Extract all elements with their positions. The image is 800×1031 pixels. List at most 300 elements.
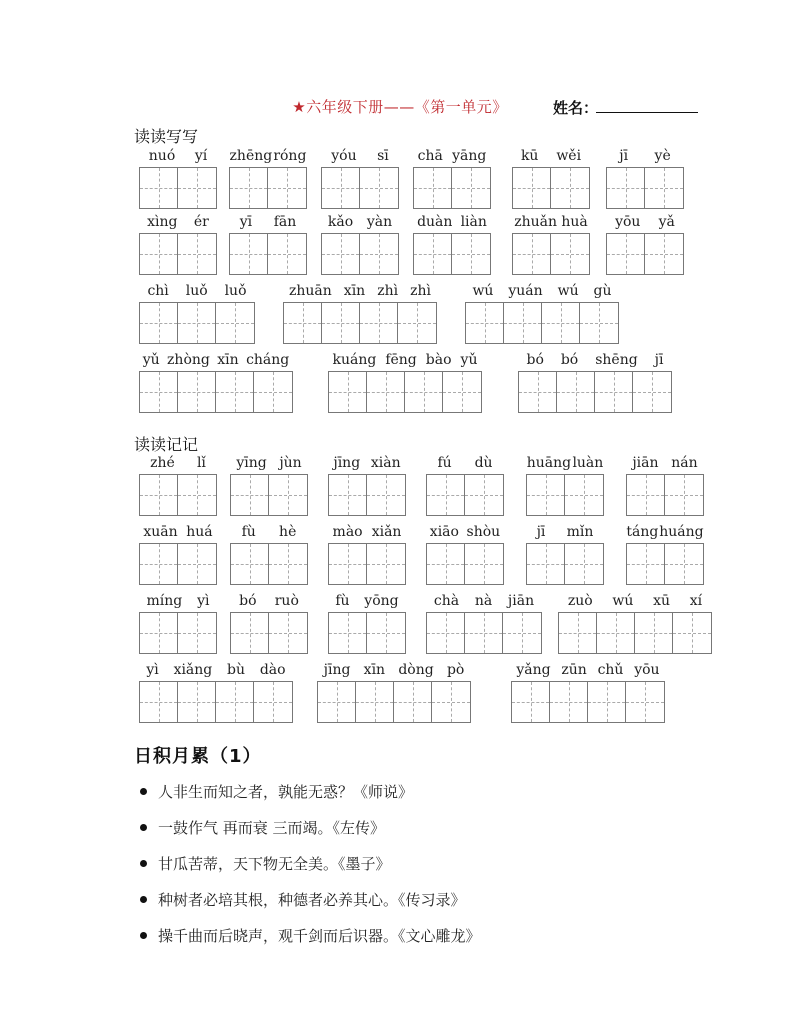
writing-grid: [321, 233, 399, 275]
pinyin-syllable: xīn: [363, 662, 386, 678]
word-item: [606, 214, 684, 275]
tianzige-cell[interactable]: [231, 475, 269, 515]
pinyin-syllable: jùn: [279, 455, 302, 471]
pinyin-label: [526, 455, 604, 474]
pinyin-syllable: yīng: [236, 455, 267, 471]
tianzige-cell[interactable]: [466, 303, 504, 343]
quote-text: 种树者必培其根，种德者必养其心。《传习录》: [158, 891, 466, 909]
pinyin-syllable: zhuān: [289, 283, 332, 299]
pinyin-syllable: yǎng: [516, 662, 551, 678]
pinyin-syllable: yóu: [331, 148, 357, 164]
word-item: [229, 148, 307, 209]
tianzige-cell[interactable]: [230, 168, 268, 208]
tianzige-cell[interactable]: [268, 168, 306, 208]
writing-grid: [606, 233, 684, 275]
word-item: [518, 352, 672, 413]
tianzige-cell[interactable]: [394, 682, 432, 722]
pinyin-label: [606, 214, 684, 233]
pinyin-label: [230, 593, 308, 612]
pinyin-syllable: yǎ: [658, 214, 675, 230]
pinyin-label: [139, 524, 217, 543]
word-item: [626, 524, 704, 585]
pinyin-syllable: zhì: [410, 283, 431, 299]
word-item: [512, 214, 590, 275]
pinyin-label: [139, 455, 217, 474]
word-item: [283, 283, 437, 344]
word-item: [139, 214, 217, 275]
word-item: [426, 524, 504, 585]
tianzige-cell[interactable]: [427, 475, 465, 515]
pinyin-syllable: wú: [612, 593, 634, 609]
pinyin-label: [413, 214, 491, 233]
tianzige-cell[interactable]: [178, 475, 216, 515]
word-item: [321, 148, 399, 209]
pinyin-syllable: mào: [332, 524, 363, 540]
pinyin-syllable: yǔ: [460, 352, 478, 368]
tianzige-cell[interactable]: [329, 475, 367, 515]
pinyin-syllable: bó: [560, 352, 579, 368]
pinyin-syllable: jīng: [323, 662, 351, 678]
tianzige-cell[interactable]: [322, 168, 360, 208]
tianzige-cell[interactable]: [432, 682, 470, 722]
pinyin-syllable: huāng: [526, 455, 572, 471]
tianzige-cell[interactable]: [322, 303, 360, 343]
tianzige-cell[interactable]: [398, 303, 436, 343]
tianzige-cell[interactable]: [268, 234, 306, 274]
word-item: [626, 455, 704, 516]
pinyin-syllable: yǔ: [142, 352, 160, 368]
word-item: [511, 662, 665, 723]
pinyin-syllable: yì: [197, 593, 210, 609]
tianzige-cell[interactable]: [588, 682, 626, 722]
pinyin-syllable: duàn: [417, 214, 453, 230]
pinyin-syllable: liàn: [460, 214, 487, 230]
tianzige-cell[interactable]: [254, 372, 292, 412]
tianzige-cell[interactable]: [597, 613, 635, 653]
word-item: [321, 214, 399, 275]
tianzige-cell[interactable]: [465, 544, 503, 584]
pinyin-syllable: xīn: [343, 283, 366, 299]
pinyin-syllable: ér: [193, 214, 209, 230]
pinyin-label: [139, 593, 217, 612]
writing-grid: [230, 474, 308, 516]
tianzige-cell[interactable]: [140, 613, 178, 653]
bullet-icon: [140, 860, 147, 867]
pinyin-syllable: zhēng: [229, 148, 273, 164]
tianzige-cell[interactable]: [140, 372, 178, 412]
tianzige-cell[interactable]: [231, 544, 269, 584]
pinyin-syllable: hè: [279, 524, 297, 540]
pinyin-syllable: bào: [425, 352, 452, 368]
writing-grid: [512, 233, 590, 275]
pinyin-label: [139, 662, 293, 681]
tianzige-cell[interactable]: [550, 682, 588, 722]
pinyin-syllable: míng: [146, 593, 183, 609]
tianzige-cell[interactable]: [551, 234, 589, 274]
writing-grid: [426, 474, 504, 516]
pinyin-syllable: bó: [526, 352, 544, 368]
pinyin-label: [328, 524, 406, 543]
pinyin-syllable: jiān: [632, 455, 659, 471]
writing-grid: [321, 167, 399, 209]
tianzige-cell[interactable]: [607, 234, 645, 274]
pinyin-syllable: táng: [626, 524, 659, 540]
tianzige-cell[interactable]: [329, 613, 367, 653]
pinyin-syllable: yí: [194, 148, 208, 164]
pinyin-label: [229, 148, 307, 167]
bullet-icon: [140, 932, 147, 939]
tianzige-cell[interactable]: [367, 475, 405, 515]
tianzige-cell[interactable]: [513, 168, 551, 208]
tianzige-cell[interactable]: [140, 475, 178, 515]
writing-grid: [139, 371, 293, 413]
pinyin-syllable: yōu: [634, 662, 660, 678]
tianzige-cell[interactable]: [178, 303, 216, 343]
pinyin-syllable: dù: [474, 455, 493, 471]
writing-grid: [328, 543, 406, 585]
word-item: [230, 455, 308, 516]
word-item: [139, 593, 217, 654]
pinyin-label: [512, 214, 590, 233]
tianzige-cell[interactable]: [414, 234, 452, 274]
tianzige-cell[interactable]: [140, 168, 178, 208]
word-item: [230, 524, 308, 585]
pinyin-syllable: xiǎn: [371, 524, 402, 540]
tianzige-cell[interactable]: [427, 613, 465, 653]
pinyin-label: [626, 524, 704, 543]
writing-grid: [518, 371, 672, 413]
pinyin-syllable: jīng: [333, 455, 361, 471]
pinyin-label: [139, 352, 293, 371]
pinyin-syllable: kuáng: [332, 352, 377, 368]
pinyin-label: [230, 524, 308, 543]
tianzige-cell[interactable]: [633, 372, 671, 412]
word-item: [230, 593, 308, 654]
tianzige-cell[interactable]: [465, 475, 503, 515]
tianzige-cell[interactable]: [322, 234, 360, 274]
tianzige-cell[interactable]: [565, 544, 603, 584]
pinyin-syllable: ruò: [274, 593, 299, 609]
word-item: [512, 148, 590, 209]
tianzige-cell[interactable]: [595, 372, 633, 412]
tianzige-cell[interactable]: [216, 682, 254, 722]
writing-grid: [139, 167, 217, 209]
tianzige-cell[interactable]: [665, 475, 703, 515]
section-title-read-remember: 读读记记: [134, 435, 199, 454]
pinyin-syllable: xiāo: [429, 524, 459, 540]
pinyin-label: [626, 455, 704, 474]
pinyin-label: [328, 352, 482, 371]
word-item: [606, 148, 684, 209]
quote-item: [140, 782, 481, 818]
tianzige-cell[interactable]: [559, 613, 597, 653]
tianzige-cell[interactable]: [178, 372, 216, 412]
word-item: [413, 148, 491, 209]
pinyin-label: [283, 283, 437, 302]
tianzige-cell[interactable]: [284, 303, 322, 343]
pinyin-syllable: shòu: [466, 524, 501, 540]
word-item: [426, 593, 542, 654]
pinyin-syllable: lǐ: [196, 455, 206, 471]
pinyin-label: [328, 593, 406, 612]
pinyin-label: [413, 148, 491, 167]
bullet-icon: [140, 788, 147, 795]
tianzige-cell[interactable]: [519, 372, 557, 412]
tianzige-cell[interactable]: [557, 372, 595, 412]
word-item: [413, 214, 491, 275]
quote-text: 人非生而知之者，孰能无惑？《师说》: [158, 783, 414, 801]
pinyin-syllable: pò: [446, 662, 465, 678]
tianzige-cell[interactable]: [665, 544, 703, 584]
pinyin-label: [526, 524, 604, 543]
pinyin-syllable: wěi: [556, 148, 582, 164]
tianzige-cell[interactable]: [269, 475, 307, 515]
tianzige-cell[interactable]: [216, 303, 254, 343]
tianzige-cell[interactable]: [627, 544, 665, 584]
pinyin-syllable: wú: [472, 283, 494, 299]
pinyin-syllable: cháng: [246, 352, 290, 368]
pinyin-syllable: chì: [147, 283, 169, 299]
word-item: [426, 455, 504, 516]
pinyin-label: [317, 662, 471, 681]
tianzige-cell[interactable]: [673, 613, 711, 653]
writing-grid: [139, 302, 255, 344]
quote-text: 甘瓜苦蒂，天下物无全美。《墨子》: [158, 855, 391, 873]
pinyin-syllable: jī: [619, 148, 629, 164]
writing-grid: [229, 167, 307, 209]
pinyin-syllable: zhuǎn: [514, 214, 557, 230]
tianzige-cell[interactable]: [178, 544, 216, 584]
pinyin-syllable: fān: [273, 214, 297, 230]
tianzige-cell[interactable]: [178, 613, 216, 653]
quote-list: [140, 782, 481, 962]
writing-grid: [558, 612, 712, 654]
pinyin-syllable: zuò: [567, 593, 593, 609]
tianzige-cell[interactable]: [542, 303, 580, 343]
quote-item: [140, 890, 481, 926]
pinyin-syllable: bù: [227, 662, 246, 678]
writing-grid: [139, 543, 217, 585]
tianzige-cell[interactable]: [513, 234, 551, 274]
tianzige-cell[interactable]: [178, 168, 216, 208]
tianzige-cell[interactable]: [565, 475, 603, 515]
tianzige-cell[interactable]: [140, 544, 178, 584]
word-item: [139, 283, 255, 344]
tianzige-cell[interactable]: [414, 168, 452, 208]
pinyin-label: [511, 662, 665, 681]
pinyin-syllable: dào: [259, 662, 286, 678]
word-item: [317, 662, 471, 723]
writing-grid: [317, 681, 471, 723]
tianzige-cell[interactable]: [360, 168, 398, 208]
pinyin-label: [328, 455, 406, 474]
tianzige-cell[interactable]: [356, 682, 394, 722]
pinyin-syllable: zhé: [150, 455, 175, 471]
tianzige-cell[interactable]: [452, 168, 490, 208]
tianzige-cell[interactable]: [607, 168, 645, 208]
writing-grid: [626, 474, 704, 516]
writing-grid: [328, 612, 406, 654]
tianzige-cell[interactable]: [329, 544, 367, 584]
pinyin-syllable: yāng: [452, 148, 487, 164]
pinyin-syllable: chǔ: [597, 662, 624, 678]
pinyin-syllable: bó: [239, 593, 257, 609]
name-label: 姓名：: [553, 99, 599, 117]
tianzige-cell[interactable]: [527, 475, 565, 515]
pinyin-syllable: yàn: [366, 214, 393, 230]
name-blank-line[interactable]: [596, 112, 698, 113]
pinyin-syllable: yì: [146, 662, 159, 678]
quote-item: [140, 818, 481, 854]
tianzige-cell[interactable]: [367, 544, 405, 584]
tianzige-cell[interactable]: [645, 168, 683, 208]
pinyin-syllable: xìng: [147, 214, 178, 230]
word-item: [558, 593, 712, 654]
word-item: [328, 524, 406, 585]
pinyin-syllable: luàn: [572, 455, 604, 471]
tianzige-cell[interactable]: [318, 682, 356, 722]
pinyin-label: [321, 214, 399, 233]
word-item: [139, 662, 293, 723]
pinyin-syllable: fù: [335, 593, 350, 609]
pinyin-syllable: huáng: [659, 524, 704, 540]
quote-text: 一鼓作气 再而衰 三而竭。《左传》: [158, 819, 386, 837]
tianzige-cell[interactable]: [140, 303, 178, 343]
pinyin-syllable: nuó: [148, 148, 176, 164]
tianzige-cell[interactable]: [367, 372, 405, 412]
pinyin-label: [518, 352, 672, 371]
pinyin-syllable: xuān: [143, 524, 178, 540]
quote-item: [140, 854, 481, 890]
writing-grid: [139, 474, 217, 516]
tianzige-cell[interactable]: [367, 613, 405, 653]
pinyin-syllable: jī: [536, 524, 546, 540]
pinyin-syllable: xí: [689, 593, 703, 609]
pinyin-syllable: mǐn: [566, 524, 594, 540]
pinyin-syllable: gù: [593, 283, 612, 299]
writing-grid: [526, 543, 604, 585]
tianzige-cell[interactable]: [269, 544, 307, 584]
tianzige-cell[interactable]: [504, 303, 542, 343]
pinyin-label: [229, 214, 307, 233]
tianzige-cell[interactable]: [360, 303, 398, 343]
pinyin-label: [558, 593, 712, 612]
writing-grid: [328, 371, 482, 413]
pinyin-syllable: dòng: [398, 662, 434, 678]
pinyin-syllable: kū: [520, 148, 539, 164]
pinyin-label: [426, 455, 504, 474]
tianzige-cell[interactable]: [443, 372, 481, 412]
pinyin-syllable: luǒ: [185, 283, 208, 299]
tianzige-cell[interactable]: [452, 234, 490, 274]
pinyin-syllable: zhòng: [167, 352, 210, 368]
writing-grid: [283, 302, 437, 344]
pinyin-syllable: jī: [654, 352, 664, 368]
pinyin-syllable: zūn: [561, 662, 587, 678]
tianzige-cell[interactable]: [580, 303, 618, 343]
writing-grid: [426, 612, 542, 654]
tianzige-cell[interactable]: [427, 544, 465, 584]
writing-grid: [606, 167, 684, 209]
pinyin-syllable: yī: [239, 214, 253, 230]
quote-item: [140, 926, 481, 962]
tianzige-cell[interactable]: [329, 372, 367, 412]
tianzige-cell[interactable]: [231, 613, 269, 653]
pinyin-syllable: sī: [377, 148, 389, 164]
tianzige-cell[interactable]: [645, 234, 683, 274]
tianzige-cell[interactable]: [405, 372, 443, 412]
tianzige-cell[interactable]: [178, 682, 216, 722]
pinyin-syllable: xū: [653, 593, 671, 609]
writing-grid: [512, 167, 590, 209]
pinyin-syllable: jiān: [507, 593, 535, 609]
pinyin-syllable: yōng: [364, 593, 399, 609]
tianzige-cell[interactable]: [360, 234, 398, 274]
writing-grid: [426, 543, 504, 585]
writing-grid: [626, 543, 704, 585]
writing-grid: [230, 612, 308, 654]
tianzige-cell[interactable]: [512, 682, 550, 722]
tianzige-cell[interactable]: [527, 544, 565, 584]
pinyin-label: [512, 148, 590, 167]
tianzige-cell[interactable]: [140, 234, 178, 274]
tianzige-cell[interactable]: [635, 613, 673, 653]
writing-grid: [413, 233, 491, 275]
tianzige-cell[interactable]: [626, 682, 664, 722]
tianzige-cell[interactable]: [140, 682, 178, 722]
tianzige-cell[interactable]: [269, 613, 307, 653]
pinyin-syllable: yuán: [508, 283, 543, 299]
tianzige-cell[interactable]: [465, 613, 503, 653]
word-item: [139, 148, 217, 209]
word-item: [328, 455, 406, 516]
tianzige-cell[interactable]: [254, 682, 292, 722]
tianzige-cell[interactable]: [230, 234, 268, 274]
pinyin-label: [426, 593, 542, 612]
pinyin-syllable: zhì: [377, 283, 399, 299]
word-item: [139, 455, 217, 516]
pinyin-syllable: yōu: [615, 214, 641, 230]
pinyin-label: [321, 148, 399, 167]
tianzige-cell[interactable]: [627, 475, 665, 515]
pinyin-syllable: shēng: [595, 352, 638, 368]
word-item: [465, 283, 619, 344]
word-item: [328, 352, 482, 413]
worksheet-title: ★六年级下册——《第一单元》: [292, 98, 508, 116]
bullet-icon: [140, 824, 147, 831]
writing-grid: [511, 681, 665, 723]
writing-grid: [229, 233, 307, 275]
writing-grid: [465, 302, 619, 344]
writing-grid: [230, 543, 308, 585]
section-title-read-write: 读读写写: [134, 127, 199, 146]
tianzige-cell[interactable]: [503, 613, 541, 653]
tianzige-cell[interactable]: [216, 372, 254, 412]
tianzige-cell[interactable]: [178, 234, 216, 274]
pinyin-label: [139, 283, 255, 302]
tianzige-cell[interactable]: [551, 168, 589, 208]
writing-grid: [139, 681, 293, 723]
pinyin-syllable: huá: [186, 524, 213, 540]
writing-grid: [139, 233, 217, 275]
pinyin-syllable: róng: [273, 148, 307, 164]
pinyin-syllable: fù: [241, 524, 256, 540]
pinyin-syllable: yè: [654, 148, 671, 164]
writing-grid: [526, 474, 604, 516]
word-item: [526, 455, 604, 516]
pinyin-label: [426, 524, 504, 543]
pinyin-syllable: luǒ: [224, 283, 247, 299]
